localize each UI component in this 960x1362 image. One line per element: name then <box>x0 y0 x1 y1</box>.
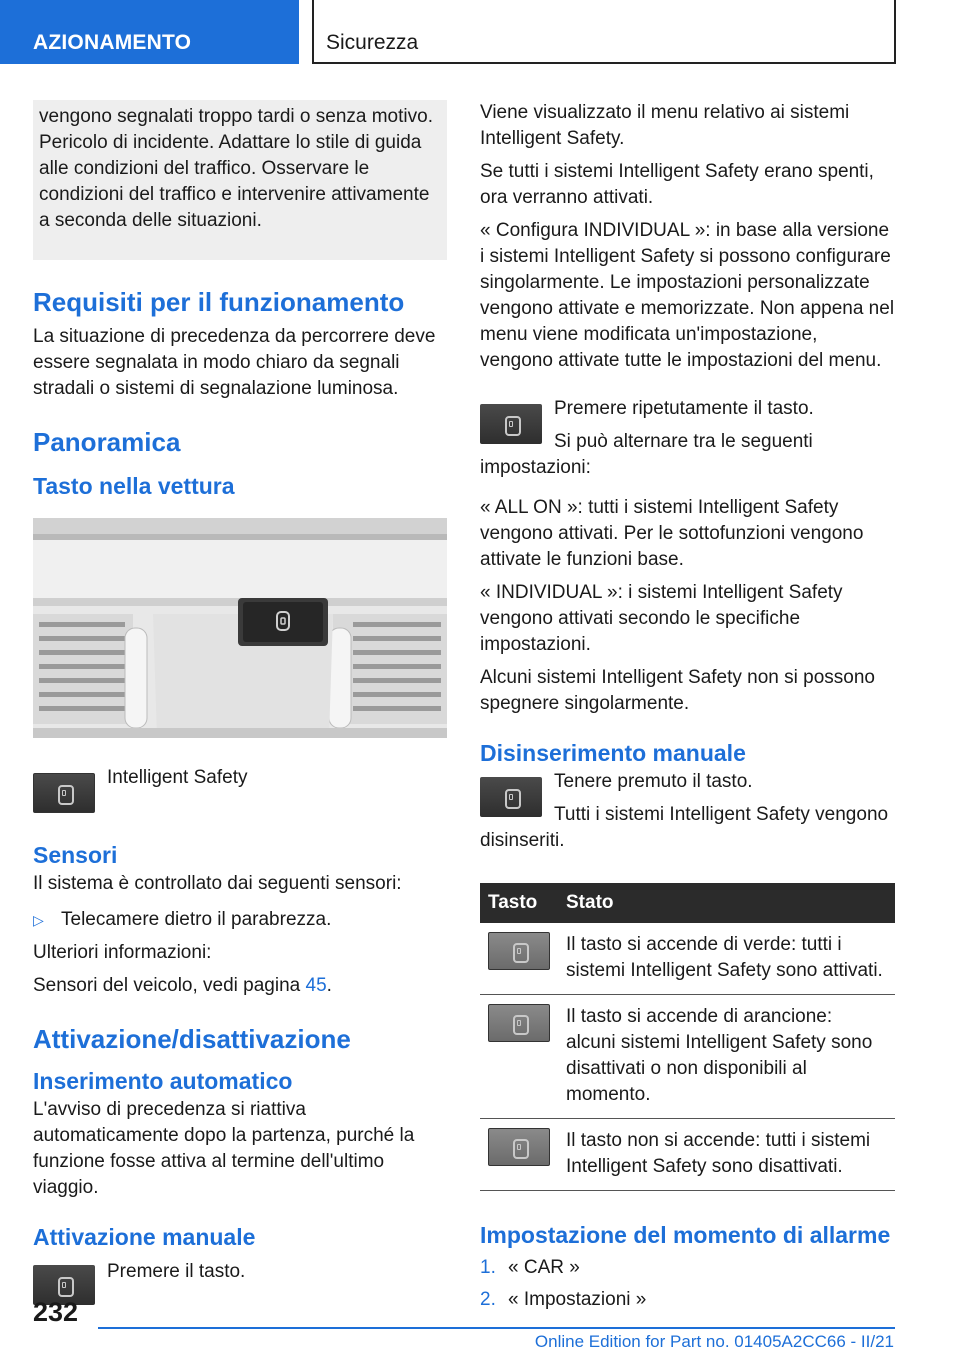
paragraph-sensori: Il sistema è controllato dai seguenti sensori: <box>33 873 402 894</box>
status-table <box>480 883 895 1191</box>
intelligent-safety-label: Intelligent Safety <box>107 767 248 788</box>
table-cell-icon <box>480 1119 558 1191</box>
heading-tasto-vettura: Tasto nella vettura <box>33 473 235 499</box>
step-text: « CAR » <box>508 1257 580 1278</box>
warning-text: vengono segnalati troppo tardi o senza motivo. Pericolo di incidente. Adattare lo stile di guida alle condizioni del traffico. Osservare le condizioni del traffico e intervenire attivamente a seconda delle situazioni. <box>39 106 433 231</box>
period: . <box>326 975 332 996</box>
table-cell-icon <box>480 923 558 995</box>
page-number: 232 <box>33 1297 79 1327</box>
intelligent-safety-button-icon <box>480 777 542 817</box>
paragraph-individual-config: « Configura INDIVIDUAL »: in base alla versione i sistemi Intelligent Safety si possono configurare singolarmente. Le impostazioni personalizzate vengono attivate e memorizzate. Non appena nel menu viene modificata un'impostazione, vengono attivate tutte le impostazioni del menu. <box>480 220 895 371</box>
list-item <box>480 1287 895 1313</box>
footer-divider <box>98 1327 895 1329</box>
paragraph-individual: « INDIVIDUAL »: i sistemi Intelligent Safety vengono attivati secondo le specifiche impostazioni. <box>480 582 843 655</box>
paragraph-premere-ripetutamente: Premere ripetutamente il tasto. <box>554 398 814 419</box>
table-row <box>480 995 895 1119</box>
triangle-bullet-icon: ▷ <box>33 912 44 928</box>
heading-panoramica: Panoramica <box>33 427 181 457</box>
paragraph-disinseriti: Tutti i sistemi Intelligent Safety vengono disinseriti. <box>480 804 889 851</box>
column-header-tasto: Tasto <box>480 883 558 923</box>
paragraph-non-spegnere: Alcuni sistemi Intelligent Safety non si possono spegnere singolarmente. <box>480 667 875 714</box>
table-cell-state: Il tasto non si accende: tutti i sistemi Intelligent Safety sono disattivati. <box>558 1119 895 1191</box>
dashboard-button-photo <box>33 518 447 738</box>
paragraph-sensori-ref <box>33 973 447 999</box>
heading-attivazione-manuale: Attivazione manuale <box>33 1224 256 1250</box>
step-number: 2. <box>480 1289 496 1310</box>
paragraph-all-on: « ALL ON »: tutti i sistemi Intelligent Safety vengono attivati. Per le sottofunzioni vengono attivate le funzioni base. <box>480 497 864 570</box>
button-green-icon <box>488 932 550 970</box>
heading-sensori: Sensori <box>33 842 118 868</box>
table-cell-state: Il tasto si accende di verde: tutti i sistemi Intelligent Safety sono attivati. <box>558 923 895 995</box>
heading-inserimento: Inserimento automatico <box>33 1068 293 1094</box>
heading-attivazione: Attivazione/disattivazione <box>33 1024 351 1054</box>
bullet-text: Telecamere dietro il parabrezza. <box>61 909 332 930</box>
heading-impostazione: Impostazione del momento di allarme <box>480 1222 891 1248</box>
heading-disinserimento: Disinserimento manuale <box>480 740 746 766</box>
paragraph-premere: Premere il tasto. <box>107 1261 246 1282</box>
sensori-ref-text: Sensori del veicolo, vedi pagina <box>33 975 306 996</box>
table-row <box>480 1119 895 1191</box>
right-column <box>480 100 895 1319</box>
paragraph-inserimento: L'avviso di precedenza si riattiva automaticamente dopo la partenza, purché la funzione fosse attiva al termine dell'ultimo viaggio. <box>33 1099 415 1198</box>
table-cell-state: Il tasto si accende di arancione: alcuni sistemi Intelligent Safety sono disattivati o non disponibili al momento. <box>558 995 895 1119</box>
paragraph-spenti: Se tutti i sistemi Intelligent Safety erano spenti, ora verranno attivati. <box>480 161 874 208</box>
section-header: AZIONAMENTO <box>0 0 299 64</box>
paragraph-alternare: Si può alternare tra le seguenti impostazioni: <box>480 431 813 478</box>
repeat-press-block <box>480 396 895 488</box>
step-number: 1. <box>480 1257 496 1278</box>
paragraph-ulteriori: Ulteriori informazioni: <box>33 942 212 963</box>
table-header-row <box>480 883 895 923</box>
disinserimento-block <box>480 769 895 861</box>
left-column <box>33 100 447 1317</box>
list-item <box>33 907 447 933</box>
button-orange-icon <box>488 1004 550 1042</box>
paragraph-tenere-premuto: Tenere premuto il tasto. <box>554 771 753 792</box>
column-header-stato: Stato <box>558 883 895 923</box>
list-item <box>480 1255 895 1281</box>
paragraph-menu: Viene visualizzato il menu relativo ai sistemi Intelligent Safety. <box>480 102 850 149</box>
intelligent-safety-legend <box>33 761 447 819</box>
manual-activation-row <box>33 1255 447 1311</box>
footer-edition: Online Edition for Part no. 01405A2CC66 - II/21 <box>534 1332 894 1351</box>
heading-requisiti: Requisiti per il funzionamento <box>33 287 405 317</box>
button-off-icon <box>488 1128 550 1166</box>
warning-box <box>33 100 447 260</box>
paragraph-requisiti: La situazione di precedenza da percorrere deve essere segnalata in modo chiaro da segnali stradali o sistemi di segnalazione luminosa. <box>33 326 436 399</box>
table-cell-icon <box>480 995 558 1119</box>
intelligent-safety-button-icon <box>33 773 95 813</box>
table-row <box>480 923 895 995</box>
step-text: « Impostazioni » <box>508 1289 647 1310</box>
page-link[interactable]: 45 <box>305 975 327 996</box>
chapter-header: Sicurezza <box>312 0 896 64</box>
intelligent-safety-button-icon <box>480 404 542 444</box>
